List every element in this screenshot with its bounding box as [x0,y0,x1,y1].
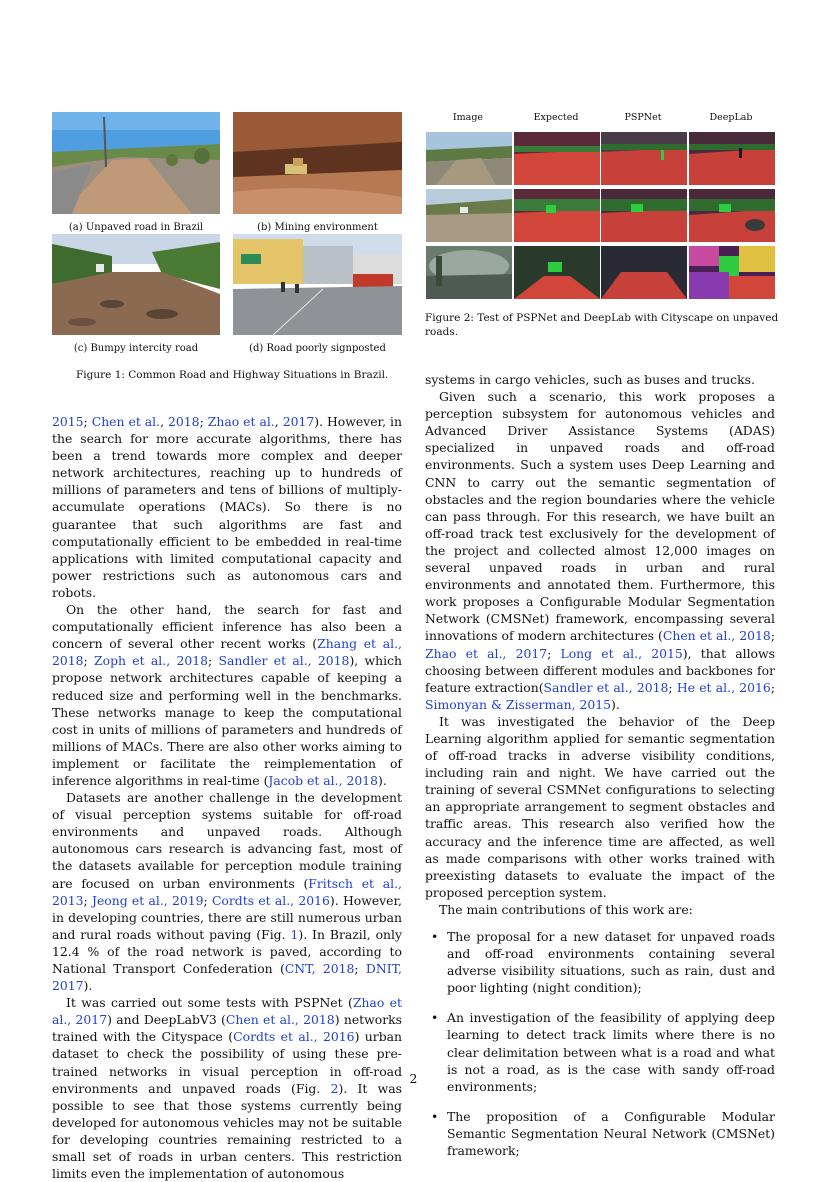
list-item [425,1108,775,1159]
fig2-cell-pspnet-3 [601,246,687,299]
list-item-text: The proposal for a new dataset for unpaved roads and off-road environments containing several adverse visibility situations, such as rain, dust and poor lighting (night condition); [447,929,775,996]
fig2-cell-image-1 [426,132,512,185]
citation-link[interactable]: Chen et al., 2018 [662,628,771,644]
citation-link[interactable]: 2017 [282,414,315,429]
right-paragraph-2: It was investigated the behavior of the Deep Learning algorithm applied for semantic segmentation of off-road tracks in adverse visibility conditions, including rain and night. We have carried out the training of several CSMNet configurations to selecting an appropriate arrangement to segment obstacles and traffic areas. This research also verified how the accuracy and the inference time are affected, as well as made comparisons with other works trained with preexisting datasets to evaluate the impact of the proposed perception system. [425,713,775,900]
fig2-cell-deeplab-1 [689,132,775,185]
contributions-list [425,928,775,1159]
text-run: ; [203,892,212,908]
text-run: ; [83,653,95,669]
bullet-icon: • [431,1108,439,1124]
text-run: Given such a scenario, this work proposes a perception subsystem for autonomous vehicles and Advanced Driver Assistance Systems (ADAS) specialized in unpaved roads and off-road environments. Such a system uses Deep Learning and CNN to carry out the semantic segmentation of obstacles and the region boundaries where the vehicle can pass through. For this research, we have built an off-road track test exclusively for the development of the project and collected almost 12,000 images on several unpaved roads in urban and rural environments and annotated them. Furthermore, this work proposes a Configurable Modular Segmentation Network (CMSNet) framework, encompassing several innovations of modern architectures ( [425,389,775,644]
right-paragraph-3: The main contributions of this work are: [439,901,693,917]
text-run: ; [354,961,366,976]
fig2-header-pspnet: PSPNet [624,112,662,123]
subcaption-b: (b) Mining environment [257,222,378,233]
citation-link[interactable]: Chen et al. [91,414,161,429]
right-column [425,371,775,1172]
citation-link[interactable]: Chen et al., 2018 [225,1012,335,1028]
text-run: ). However, in the search for more accurate algorithms, there has been a trend towards more complex and deeper network architectures, reaching up to hundreds of millions of parameters and tens of billions of multiply-accumulate operations (MACs). So there is no guarantee that such algorithms are fast and computationally efficient to be embedded in real-time applications with limited computational capacity and power restrictions such as autonomous cars and robots. [52,414,402,600]
text-run: ) and DeepLabV3 ( [107,1012,226,1028]
subcaption-c: (c) Bumpy intercity road [73,343,199,354]
text-run: ; [668,679,677,695]
right-paragraph-1 [425,388,775,713]
figure-2-caption-line1: Figure 2: Test of PSPNet and DeepLab with Cityscape on unpaved [425,312,779,324]
citation-link[interactable]: Zhang et al., 2018 [52,636,402,669]
fig2-cell-expected-1 [514,132,600,185]
left-column [52,413,402,1182]
list-item-text: The proposition of a Configurable Modular Semantic Segmentation Neural Network (CMSNet) framework; [447,1108,775,1159]
text-run: On the other hand, the search for fast and computationally efficient inference has also been a concern of several other recent works ( [52,602,402,652]
photo-unpaved-road [52,112,220,214]
subcaption-a: (a) Unpaved road in Brazil [68,222,204,233]
photo-city-street [233,234,402,335]
left-paragraph-3 [52,789,402,994]
citation-link[interactable]: Cordts et al., 2016 [211,892,330,908]
fig2-cell-expected-3 [514,246,600,299]
figure-ref-link[interactable]: 2 [330,1080,339,1096]
left-paragraph-4 [52,994,402,1182]
text-run: ), that allows choosing between different modules and backbones for feature extraction( [425,645,775,695]
citation-link[interactable]: He et al., 2016 [676,679,771,695]
citation-link[interactable]: Long et al., 2015 [560,645,683,661]
citation-link[interactable]: Zhao et al., 2017 [52,995,402,1028]
citation-link[interactable]: Zhao et al. [207,414,275,429]
bullet-icon: • [431,929,439,944]
fig2-header-image: Image [452,112,484,123]
right-paragraph-0: systems in cargo vehicles, such as buses and trucks. [425,372,755,387]
photo-mining [233,112,402,214]
fig2-cell-pspnet-2 [601,189,687,242]
figure-1-caption: Figure 1: Common Road and Highway Situations in Brazil. [76,369,389,381]
text-run: ). [378,772,387,788]
text-run: ). It was possible to see that those systems currently being developed for autonomous vehicles may not be suitable for developing countries remaining restricted to a small set of roads in urban centers. This restriction limits even the implementation of autonomous [52,1080,402,1182]
text-run: ; [770,679,775,695]
fig2-header-expected: Expected [533,112,579,123]
figure-2-caption-line2: roads. [425,326,459,338]
fig2-cell-pspnet-1 [601,132,687,185]
text-run: ; [83,892,92,908]
text-run: ). In Brazil, only 12.4 % of the road network is paved, according to National Transport Confederation ( [52,926,402,976]
citation-link[interactable]: 2015 [52,414,84,429]
text-run: ; [207,653,219,669]
citation-link[interactable]: Sandler et al., 2018 [218,653,350,669]
figure-ref-link[interactable]: 1 [290,926,299,942]
citation-link[interactable]: Cordts et al., 2016 [233,1029,355,1045]
photo-bumpy-road [52,234,220,335]
citation-link[interactable]: Jacob et al., 2018 [268,772,378,788]
text-run: Datasets are another challenge in the development of visual perception systems suitable for off-road environments and unpaved roads. Although autonomous cars research is advancing fast, most of the datasets available for perception module training are focused on urban environments ( [52,790,402,891]
citation-link[interactable]: Sandler et al., 2018 [543,679,669,695]
list-item [425,928,775,996]
left-paragraph-1 [52,413,402,601]
subcaption-d: (d) Road poorly signposted [249,343,386,354]
citation-link[interactable]: Fritsch et al., 2013 [52,875,402,908]
citation-link[interactable]: Zhao et al., 2017 [425,645,548,661]
text-run: ; [770,628,775,644]
citation-link[interactable]: Jeong et al., 2019 [91,892,204,908]
citation-link[interactable]: 2018 [168,414,200,429]
fig2-cell-deeplab-2 [689,189,775,242]
text-run: ). [83,978,93,994]
fig2-cell-expected-2 [514,189,600,242]
fig2-cell-deeplab-3 [689,246,775,299]
citation-link[interactable]: CNT, 2018 [284,961,355,976]
fig2-cell-image-2 [426,189,512,242]
citation-link[interactable]: DNIT, 2017 [52,961,402,994]
text-run: ), which propose network architectures capable of keeping a reduced size and performing well in the benchmarks. These networks manage to keep the computational cost in units of millions of parameters and hundreds of millions of MACs. There are also other works aiming to implement or facilitate the reimplementation of inference algorithms in real-time ( [52,653,402,788]
text-run: , [274,414,283,429]
text-run: ). [611,696,620,712]
text-run: ; [83,414,92,429]
citation-link[interactable]: Simonyan & Zisserman, 2015 [425,696,611,712]
citation-link[interactable]: Zoph et al., 2018 [94,653,208,669]
text-run: It was carried out some tests with PSPNet ( [66,995,353,1011]
bullet-icon: • [431,1010,439,1026]
fig2-cell-image-3 [426,246,512,299]
list-item-text: An investigation of the feasibility of applying deep learning to detect track limits where there is no clear delimitation between what is a road and what is not a road, as is the case with sandy off-road environments; [447,1010,775,1094]
page-number: 2 [409,1071,418,1086]
text-run: ; [199,414,208,429]
left-paragraph-2 [52,601,402,789]
text-run: ) networks trained with the Cityspace ( [52,1012,402,1045]
text-run: ) urban dataset to check the possibility of using these pre-trained networks in visual perception in off-road environments and unpaved roads (Fig. [52,1029,403,1096]
fig2-header-deeplab: DeepLab [709,112,753,123]
text-run: ). However, in developing countries, there are still numerous urban and rural roads without paving (Fig. [52,892,402,942]
text-run: , [160,414,169,429]
text-run: ; [547,645,561,661]
